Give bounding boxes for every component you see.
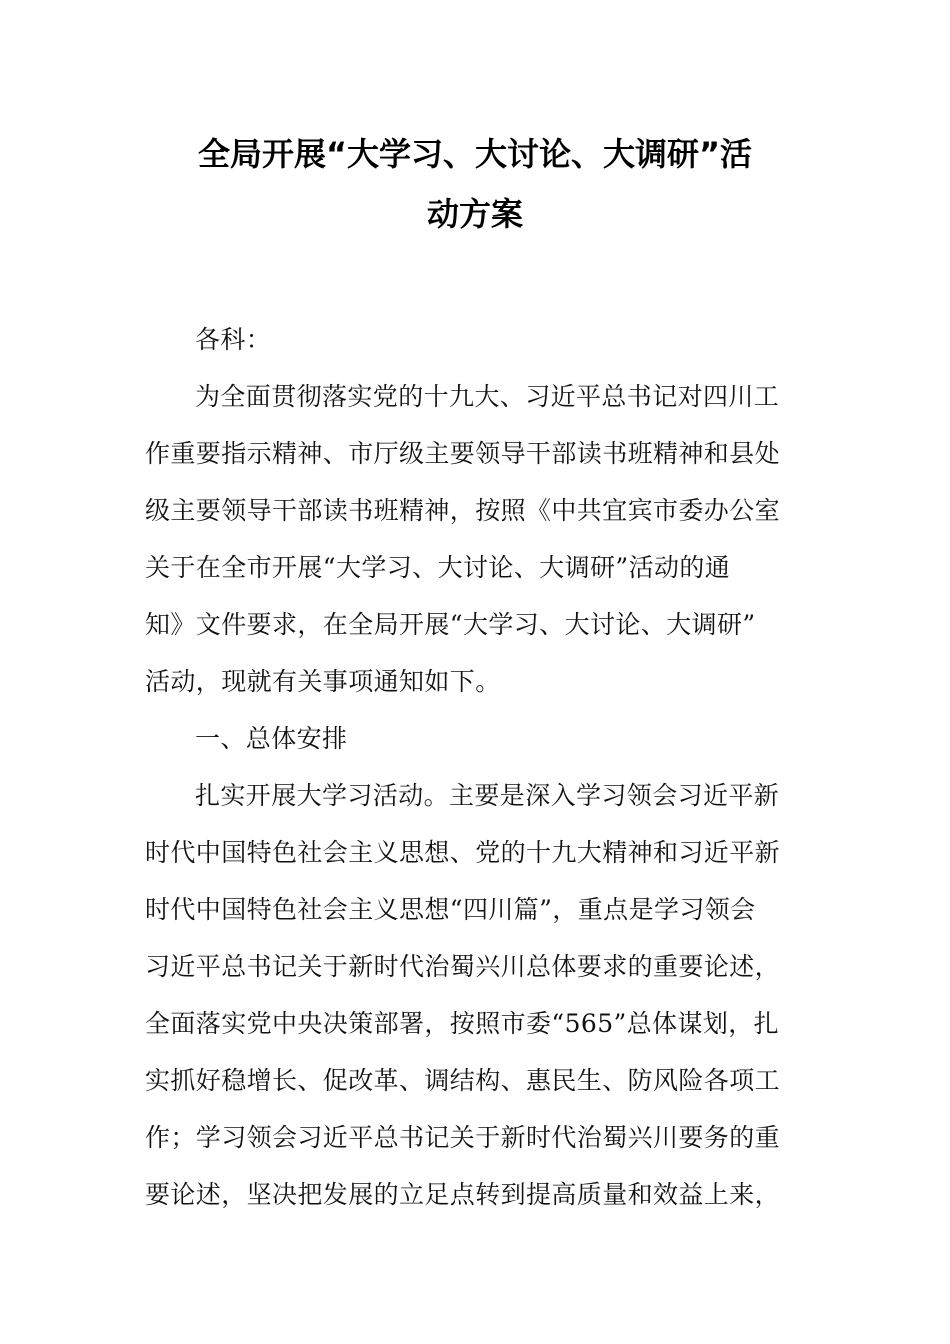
paragraph-line: 作重要指示精神、市厅级主要领导干部读书班精神和县处: [145, 439, 781, 468]
paragraph-line: 全面落实党中央决策部署，按照市委“565”总体谋划，扎: [145, 1009, 780, 1038]
paragraph-line: 实抓好稳增长、促改革、调结构、惠民生、防风险各项工: [145, 1066, 781, 1095]
paragraph-line: 习近平总书记关于新时代治蜀兴川总体要求的重要论述，: [145, 952, 781, 981]
section-heading: 一、总体安排: [195, 724, 348, 753]
paragraph-line: 关于在全市开展“大学习、大讨论、大调研”活动的通: [145, 553, 731, 582]
paragraph-line: 为全面贯彻落实党的十九大、习近平总书记对四川工: [195, 382, 780, 411]
document-title-line-2: 动方案: [426, 195, 523, 233]
salutation: 各科：: [195, 325, 272, 354]
paragraph-line: 扎实开展大学习活动。主要是深入学习领会习近平新: [195, 781, 780, 810]
paragraph-line: 活动，现就有关事项通知如下。: [145, 667, 501, 696]
paragraph-line: 时代中国特色社会主义思想“四川篇”，重点是学习领会: [145, 895, 756, 924]
paragraph-line: 知》文件要求，在全局开展“大学习、大讨论、大调研”: [145, 610, 756, 639]
paragraph-line: 作；学习领会习近平总书记关于新时代治蜀兴川要务的重: [145, 1123, 781, 1152]
paragraph-line: 级主要领导干部读书班精神，按照《中共宜宾市委办公室: [145, 496, 781, 525]
paragraph-line: 时代中国特色社会主义思想、党的十九大精神和习近平新: [145, 838, 781, 867]
document-title-line-1: 全局开展“大学习、大讨论、大调研”活: [197, 135, 753, 173]
paragraph-line: 要论述，坚决把发展的立足点转到提高质量和效益上来，: [145, 1180, 781, 1209]
